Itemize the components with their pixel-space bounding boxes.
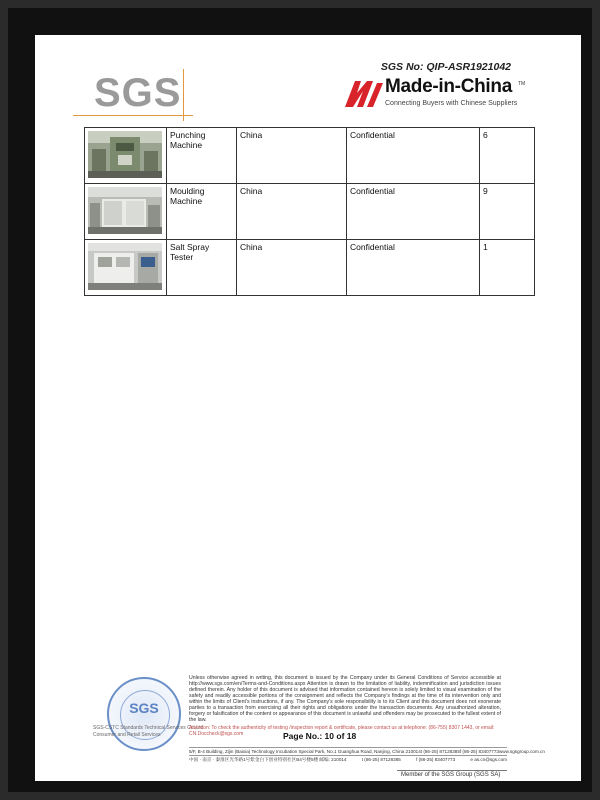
moulding-machine-photo-icon: [88, 187, 162, 234]
equipment-table: [84, 127, 535, 296]
equipment-brand: Confidential: [347, 240, 480, 296]
equipment-brand: Confidential: [347, 128, 480, 184]
made-in-china-tagline: Connecting Buyers with Chinese Suppliers: [385, 100, 518, 107]
member-divider: [397, 770, 507, 771]
sgs-logo-rule-vertical: [183, 69, 184, 121]
legal-disclaimer: Unless otherwise agreed in writing, this document is issued by the Company under its General Conditions of Service accessible at http://www.sgs.com/en/Terms-and-Conditions.aspx Attention is drawn to the limitation of liability, indemnification and jurisdiction issues defined therein. Any holder of this document is advised that information contained hereon is solely limited to visual examination of the safety and readily accessible portions of the consignment and reflects the Company's findings at the time of its intervention only and within the limits of Client's instructions, if any. The Company's sole responsibility is to its Client and this document does not exonerate parties to a transaction from exercising all their rights and obligations under the transaction documents. Any unauthorized alteration, forgery or falsification of the content or appearance of this document is unlawful and offenders may be prosecuted to the fullest extent of the law.: [189, 675, 501, 723]
address-row-chinese: [189, 755, 507, 763]
equipment-origin: China: [237, 184, 347, 240]
made-in-china-logo: [345, 77, 525, 117]
equipment-name: Salt Spray Tester: [167, 240, 237, 296]
seal-caption-company: SGS-CSTC Standards Technical Services Co.,Ltd.: [93, 725, 205, 731]
equipment-photo-cell: [85, 184, 167, 240]
authenticity-notice: Attention: To check the authenticity of testing /inspection report & certificate, please contact us at telephone: (86-755) 8307 1443, or email: CN.Doccheck@sgs.com: [189, 725, 495, 737]
sgs-seal-stamp: [107, 677, 181, 751]
fax-chinese: f (86-25) 83407773: [416, 756, 456, 762]
address-english: 5/F, B-4 Building, Zijin (Baixia) Technology Incubation Special Park, No.1 Guanghua Road, Nanjing, China 210014: [189, 749, 421, 754]
made-in-china-brand: Made-in-China: [385, 76, 512, 97]
table-row: [85, 128, 535, 184]
fax-english: f (86-25) 83407773: [459, 749, 499, 754]
equipment-name: Moulding Machine: [167, 184, 237, 240]
equipment-origin: China: [237, 128, 347, 184]
equipment-origin: China: [237, 240, 347, 296]
table-row: [85, 240, 535, 296]
equipment-name: Punching Machine: [167, 128, 237, 184]
equipment-quantity: 1: [480, 240, 535, 296]
salt-spray-tester-photo-icon: [88, 243, 162, 290]
sgs-logo: [73, 69, 193, 119]
document-page: [35, 35, 581, 781]
telephone-chinese: t (86-25) 87128385: [361, 756, 401, 762]
equipment-quantity: 9: [480, 184, 535, 240]
equipment-photo-cell: [85, 128, 167, 184]
sgs-group-membership: Member of the SGS Group (SGS SA): [401, 772, 501, 778]
sgs-logo-rule-horizontal: [73, 115, 193, 116]
trademark-symbol: TM: [518, 81, 526, 87]
address-row-english: [189, 747, 545, 755]
equipment-photo-cell: [85, 240, 167, 296]
website: www.sgsgroup.com.cn: [498, 749, 545, 754]
made-in-china-mark-icon: [345, 79, 383, 107]
telephone-english: t (86-25) 87128385: [420, 749, 460, 754]
punching-machine-photo-icon: [88, 131, 162, 178]
office-address-block: [189, 747, 545, 762]
seal-caption-division: Consumer and Retail Services: [93, 732, 161, 738]
sgs-report-number: SGS No: QIP-ASR1921042: [380, 61, 511, 73]
equipment-quantity: 6: [480, 128, 535, 184]
sgs-logo-text: SGS: [94, 71, 182, 115]
table-row: [85, 184, 535, 240]
equipment-brand: Confidential: [347, 184, 480, 240]
email: e as.cn@sgs.com: [470, 756, 507, 762]
seal-text: SGS: [129, 700, 159, 716]
address-chinese: 中国 · 南京 · 秦淮区光华路1号紫金白下创业特别社区B4号楼5楼 邮编: 210014: [189, 756, 347, 762]
document-footer: [35, 665, 581, 781]
page-number: Page No.: 10 of 18: [280, 731, 359, 741]
